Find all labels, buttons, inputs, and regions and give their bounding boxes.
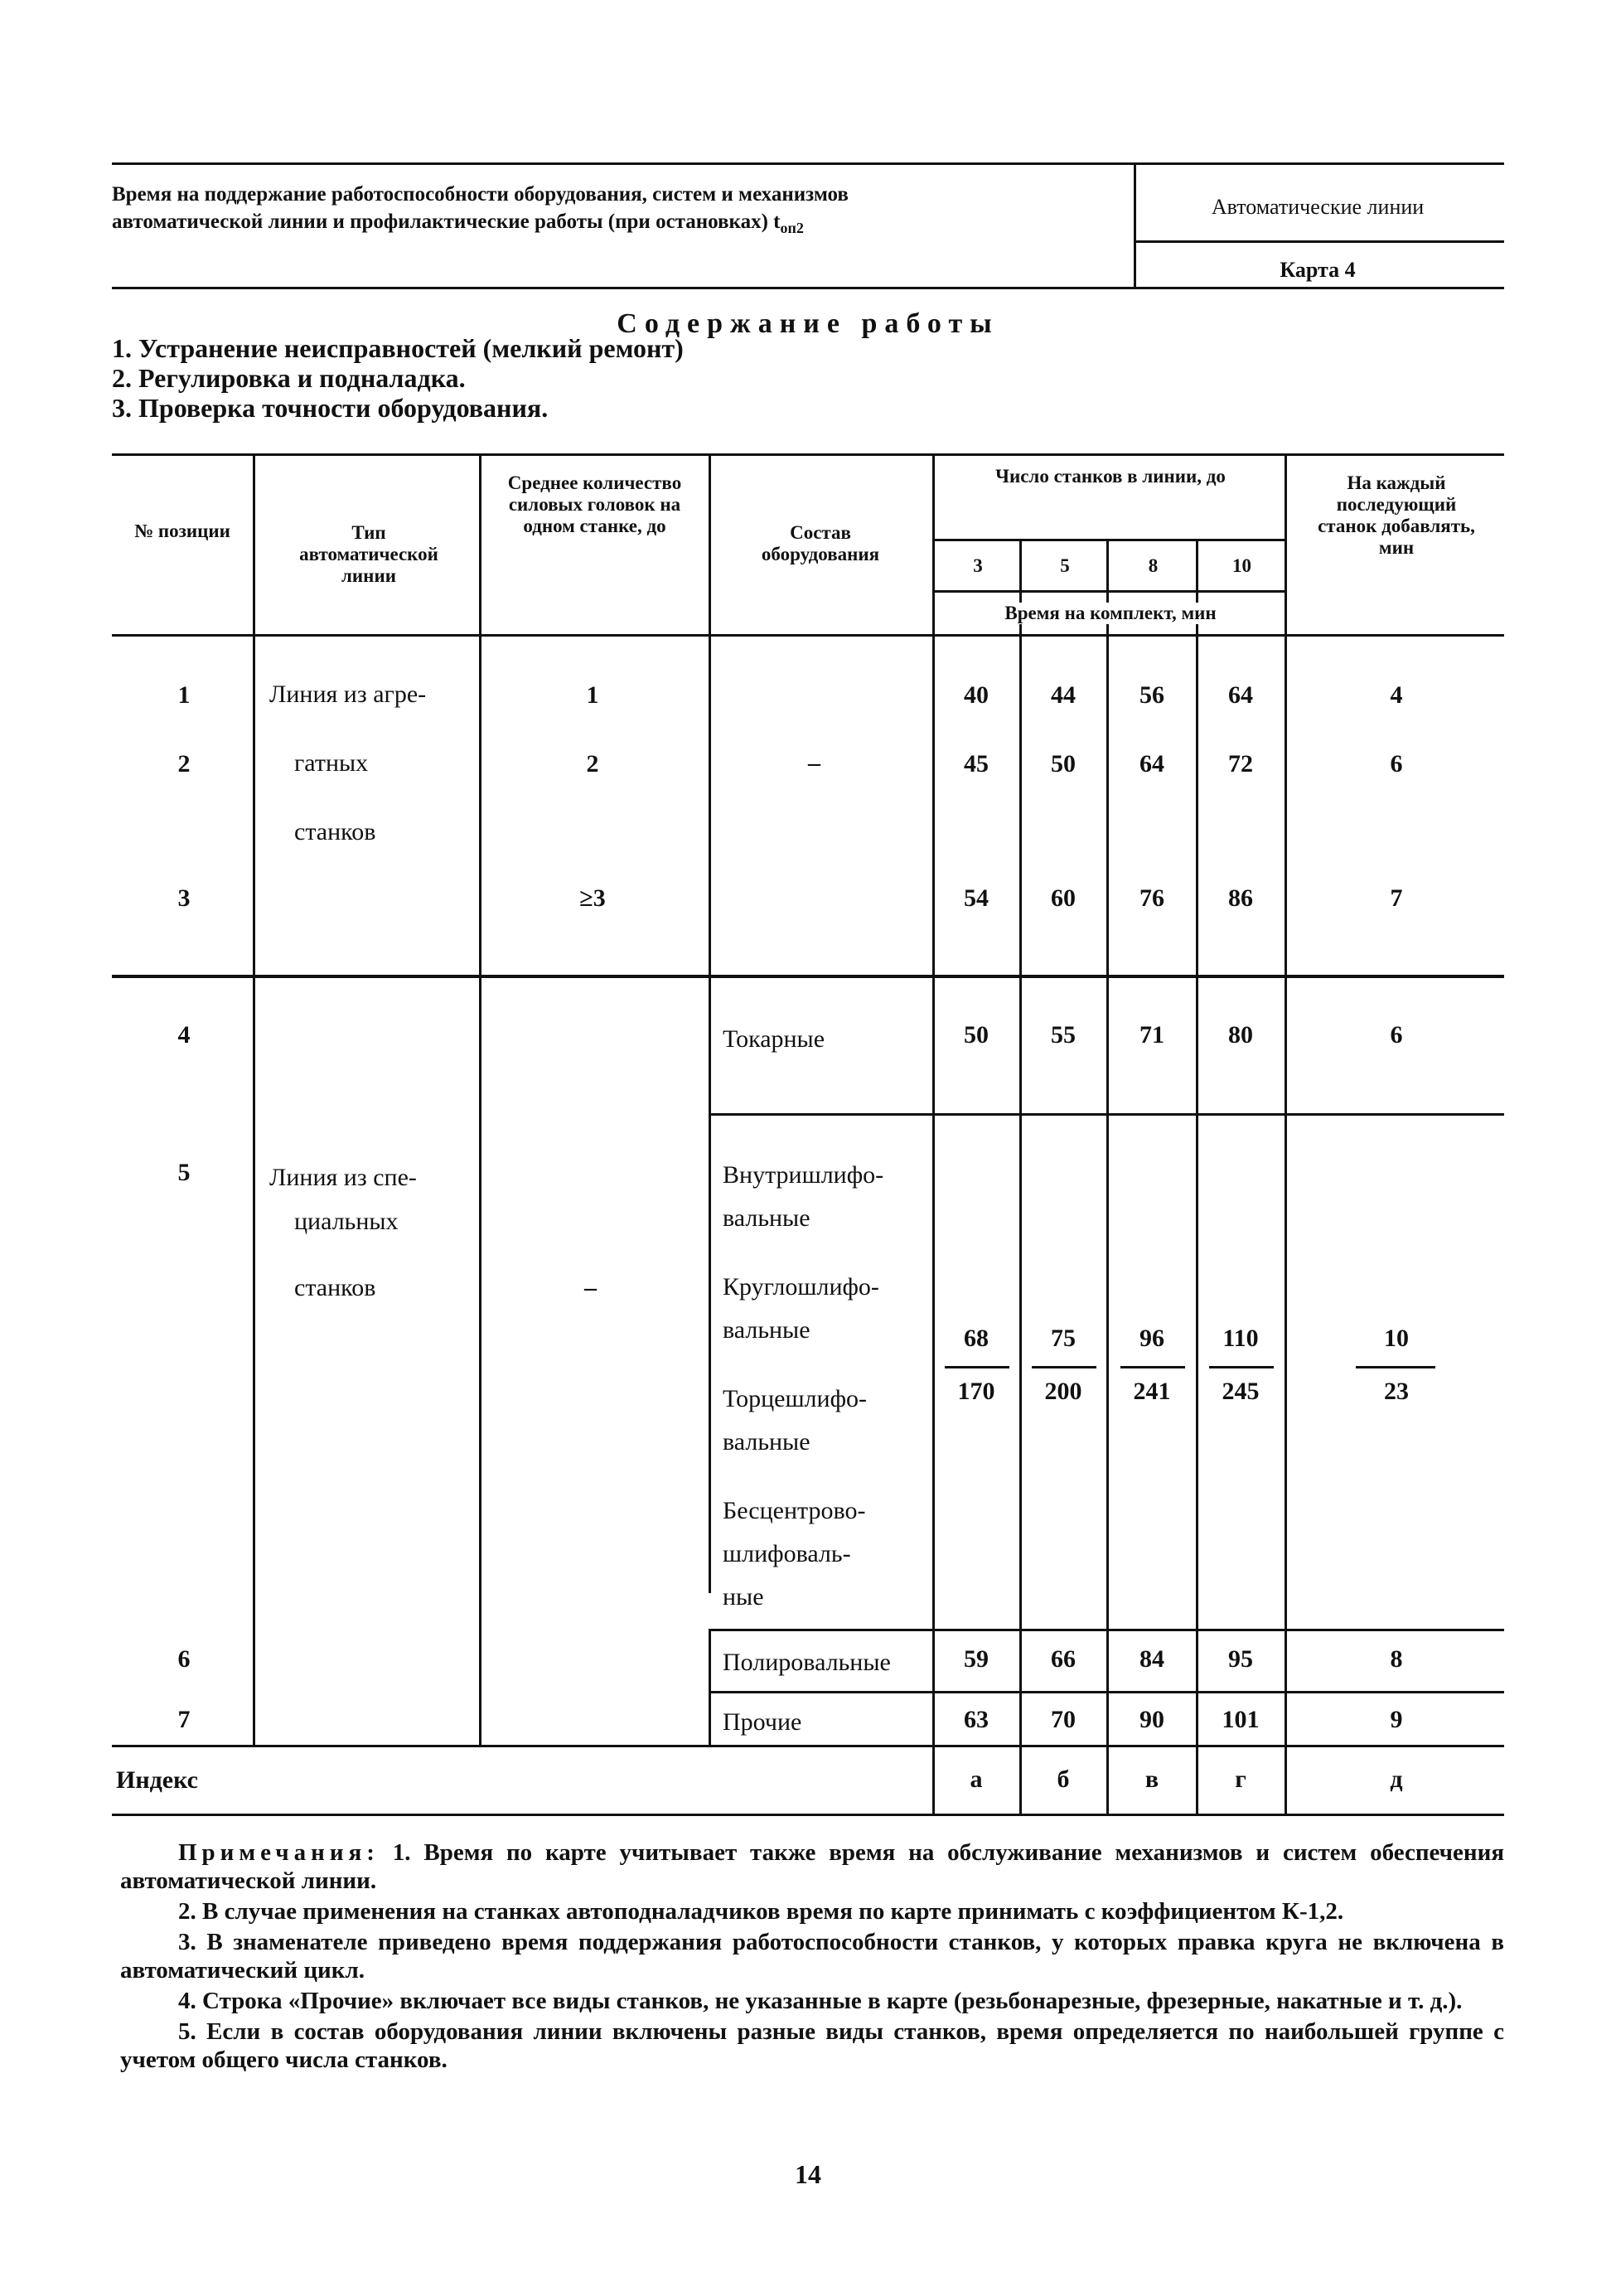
row5-comp-6: вальные xyxy=(723,1428,810,1456)
header-machines-count: Число станков в линии, до xyxy=(995,466,1226,487)
header-bottom-rule xyxy=(112,287,1504,289)
vline-4 xyxy=(932,453,935,1815)
row2-v8: 64 xyxy=(1139,750,1164,777)
header-time-per-set: Время на комплект, мин xyxy=(936,603,1285,624)
header-right-divider xyxy=(1135,240,1504,243)
group-separator xyxy=(112,975,1504,978)
note-5: 5. Если в состав оборудования линии включены разные виды станков, время определяется по наибольшей группе с учетом общего числа станков. xyxy=(120,2018,1504,2073)
table-bottom-rule xyxy=(112,1814,1504,1816)
vline-1 xyxy=(253,453,255,1746)
header-title-subscript: оп2 xyxy=(780,220,804,236)
header-title-line1: Время на поддержание работоспособности оборудования, систем и механизмов xyxy=(112,183,849,206)
work-title: Содержание работы xyxy=(617,308,999,339)
row6-v8: 84 xyxy=(1139,1645,1164,1673)
row3-add: 7 xyxy=(1390,884,1403,912)
group2-heads: – xyxy=(584,1274,597,1301)
row5-fraction-bar-v3 xyxy=(945,1366,1009,1368)
vline-3 xyxy=(709,453,711,1593)
header-col-5: 5 xyxy=(1060,555,1070,576)
header-title xyxy=(112,181,1110,242)
row1-v10: 64 xyxy=(1228,681,1253,709)
note-1 xyxy=(120,1838,1504,1895)
count-header-line xyxy=(932,539,1285,541)
row3-v3: 54 xyxy=(964,884,989,912)
row6-add: 8 xyxy=(1390,1645,1403,1673)
header-avg-heads: Среднее количество силовых головок на одном станке, до xyxy=(507,472,682,536)
index-add: д xyxy=(1390,1766,1403,1793)
vline-6 xyxy=(1106,539,1109,1815)
row5-comp-9: ные xyxy=(723,1583,764,1611)
group1-type-line1: Линия из агре- xyxy=(269,681,427,708)
row4-v10: 80 xyxy=(1228,1021,1253,1049)
row1-v5: 44 xyxy=(1051,681,1076,709)
row7-composition: Прочие xyxy=(723,1708,802,1736)
row2-heads: 2 xyxy=(586,750,599,777)
row4-v3: 50 xyxy=(964,1021,989,1049)
group1-composition: – xyxy=(808,749,820,777)
header-pos: № позиции xyxy=(134,521,230,541)
row5-fraction-bar-add xyxy=(1356,1366,1435,1368)
row5-den-v5: 200 xyxy=(1044,1378,1082,1405)
index-c3: а xyxy=(970,1766,983,1793)
index-c8: в xyxy=(1144,1766,1159,1793)
group2-type-line3: станков xyxy=(294,1274,376,1301)
header-col-3: 3 xyxy=(973,555,983,576)
row4-v8: 71 xyxy=(1139,1021,1164,1049)
row6-top-line xyxy=(709,1629,1504,1631)
note-3: 3. В знаменателе приведено время поддержания работоспособности станков, у которых правка круга не включена в автоматический цикл. xyxy=(120,1929,1504,1984)
row6-pos: 6 xyxy=(177,1645,191,1673)
row6-composition: Полировальные xyxy=(723,1649,891,1676)
work-items xyxy=(112,333,684,423)
header-section: Автоматические линии xyxy=(1211,195,1425,219)
row5-pos: 5 xyxy=(177,1159,191,1186)
row1-heads: 1 xyxy=(586,681,599,709)
count-subheader-line xyxy=(932,590,1285,593)
row3-v10: 86 xyxy=(1228,884,1253,912)
group2-type-line2: циальных xyxy=(294,1208,399,1235)
index-label: Индекс xyxy=(116,1766,198,1794)
group1-type-line2: гатных xyxy=(294,749,369,777)
header-bottom-line xyxy=(112,634,1504,637)
index-c5: б xyxy=(1057,1766,1070,1793)
row5-comp-2: вальные xyxy=(723,1204,810,1232)
row5-den-v10: 245 xyxy=(1222,1378,1260,1405)
header-composition: Состав оборудования xyxy=(761,522,880,564)
row5-num-v3: 68 xyxy=(964,1325,989,1352)
row5-comp-8: шлифоваль- xyxy=(723,1540,851,1567)
row4-pos: 4 xyxy=(177,1021,191,1049)
vline-3b xyxy=(709,1629,711,1746)
row2-add: 6 xyxy=(1390,750,1403,777)
row7-v10: 101 xyxy=(1222,1706,1260,1733)
row5-num-v8: 96 xyxy=(1139,1325,1164,1352)
row5-fraction-bar-v8 xyxy=(1120,1366,1185,1368)
row7-pos: 7 xyxy=(177,1706,191,1733)
row7-v5: 70 xyxy=(1051,1706,1076,1733)
row7-v8: 90 xyxy=(1139,1706,1164,1733)
row5-comp-1: Внутришлифо- xyxy=(723,1161,884,1189)
row1-pos: 1 xyxy=(177,681,191,709)
work-item-1: 1. Устранение неисправностей (мелкий ремонт) xyxy=(112,333,684,363)
header-each-next: На каждый последующий станок добавлять, мин xyxy=(1318,472,1475,558)
row7-top-line xyxy=(709,1691,1504,1693)
row5-num-add: 10 xyxy=(1384,1325,1409,1352)
row5-num-v5: 75 xyxy=(1051,1325,1076,1352)
header-col-10: 10 xyxy=(1232,555,1251,576)
row5-num-v10: 110 xyxy=(1222,1325,1259,1352)
note-2: 2. В случае применения на станках автоподналадчиков время по карте принимать с коэффициентом К-1,2. xyxy=(178,1898,1344,1925)
row4-v5: 55 xyxy=(1051,1021,1076,1049)
row5-comp-7: Бесцентрово- xyxy=(723,1497,866,1524)
row2-v10: 72 xyxy=(1228,750,1253,777)
row1-v3: 40 xyxy=(964,681,989,709)
notes xyxy=(120,1838,1504,2076)
work-item-3: 3. Проверка точности оборудования. xyxy=(112,393,549,423)
row3-v5: 60 xyxy=(1051,884,1076,912)
index-c10: г xyxy=(1235,1766,1246,1793)
row5-den-v8: 241 xyxy=(1133,1378,1171,1405)
vline-8 xyxy=(1285,453,1287,1815)
row5-den-v3: 170 xyxy=(957,1378,995,1405)
row3-v8: 76 xyxy=(1139,884,1164,912)
row4-add: 6 xyxy=(1390,1021,1403,1049)
note-1-text: 1. Время по карте учитывает также время на обслуживание механизмов и систем обеспечения автоматической линии. xyxy=(120,1839,1505,1894)
row2-v5: 50 xyxy=(1051,750,1076,777)
row6-v10: 95 xyxy=(1228,1645,1253,1673)
work-item-2: 2. Регулировка и подналадка. xyxy=(112,363,466,393)
row4-composition: Токарные xyxy=(723,1025,825,1053)
row5-fraction-bar-v10 xyxy=(1209,1366,1274,1368)
row5-comp-3: Круглошлифо- xyxy=(723,1273,879,1301)
row1-v8: 56 xyxy=(1139,681,1164,709)
row6-v3: 59 xyxy=(964,1645,989,1673)
index-top-line xyxy=(112,1745,1504,1747)
vline-5 xyxy=(1019,539,1022,1815)
row5-fraction-bar-v5 xyxy=(1032,1366,1096,1368)
header-card: Карта 4 xyxy=(1280,258,1356,282)
page-number: 14 xyxy=(795,2159,821,2189)
row5-top-line xyxy=(709,1113,1504,1116)
note-4: 4. Строка «Прочие» включает все виды станков, не указанные в карте (резьбонарезные, фрезерные, накатные и т. д.). xyxy=(178,1988,1463,2014)
row3-heads: ≥3 xyxy=(579,884,606,912)
table-top-rule xyxy=(112,453,1504,456)
vline-2 xyxy=(479,453,481,1746)
row7-add: 9 xyxy=(1390,1706,1403,1733)
group1-type-line3: станков xyxy=(294,818,376,845)
group2-type-line1: Линия из спе- xyxy=(269,1164,417,1191)
header-top-rule xyxy=(112,162,1504,165)
header-col-8: 8 xyxy=(1148,555,1159,576)
row1-add: 4 xyxy=(1390,681,1403,709)
row3-pos: 3 xyxy=(177,884,191,912)
row5-den-add: 23 xyxy=(1384,1378,1409,1405)
row5-comp-4: вальные xyxy=(723,1316,810,1344)
header-line-type: Тип автоматической линии xyxy=(299,522,438,586)
vline-7 xyxy=(1196,539,1198,1815)
row2-pos: 2 xyxy=(177,750,191,777)
row6-v5: 66 xyxy=(1051,1645,1076,1673)
row5-comp-5: Торцешлифо- xyxy=(723,1385,867,1412)
notes-lead: Примечания: xyxy=(178,1839,380,1866)
row7-v3: 63 xyxy=(964,1706,989,1733)
row2-v3: 45 xyxy=(964,750,989,777)
header-title-line2: автоматической линии и профилактические работы (при остановках) $t_{оп2}$ xyxy=(112,211,804,236)
